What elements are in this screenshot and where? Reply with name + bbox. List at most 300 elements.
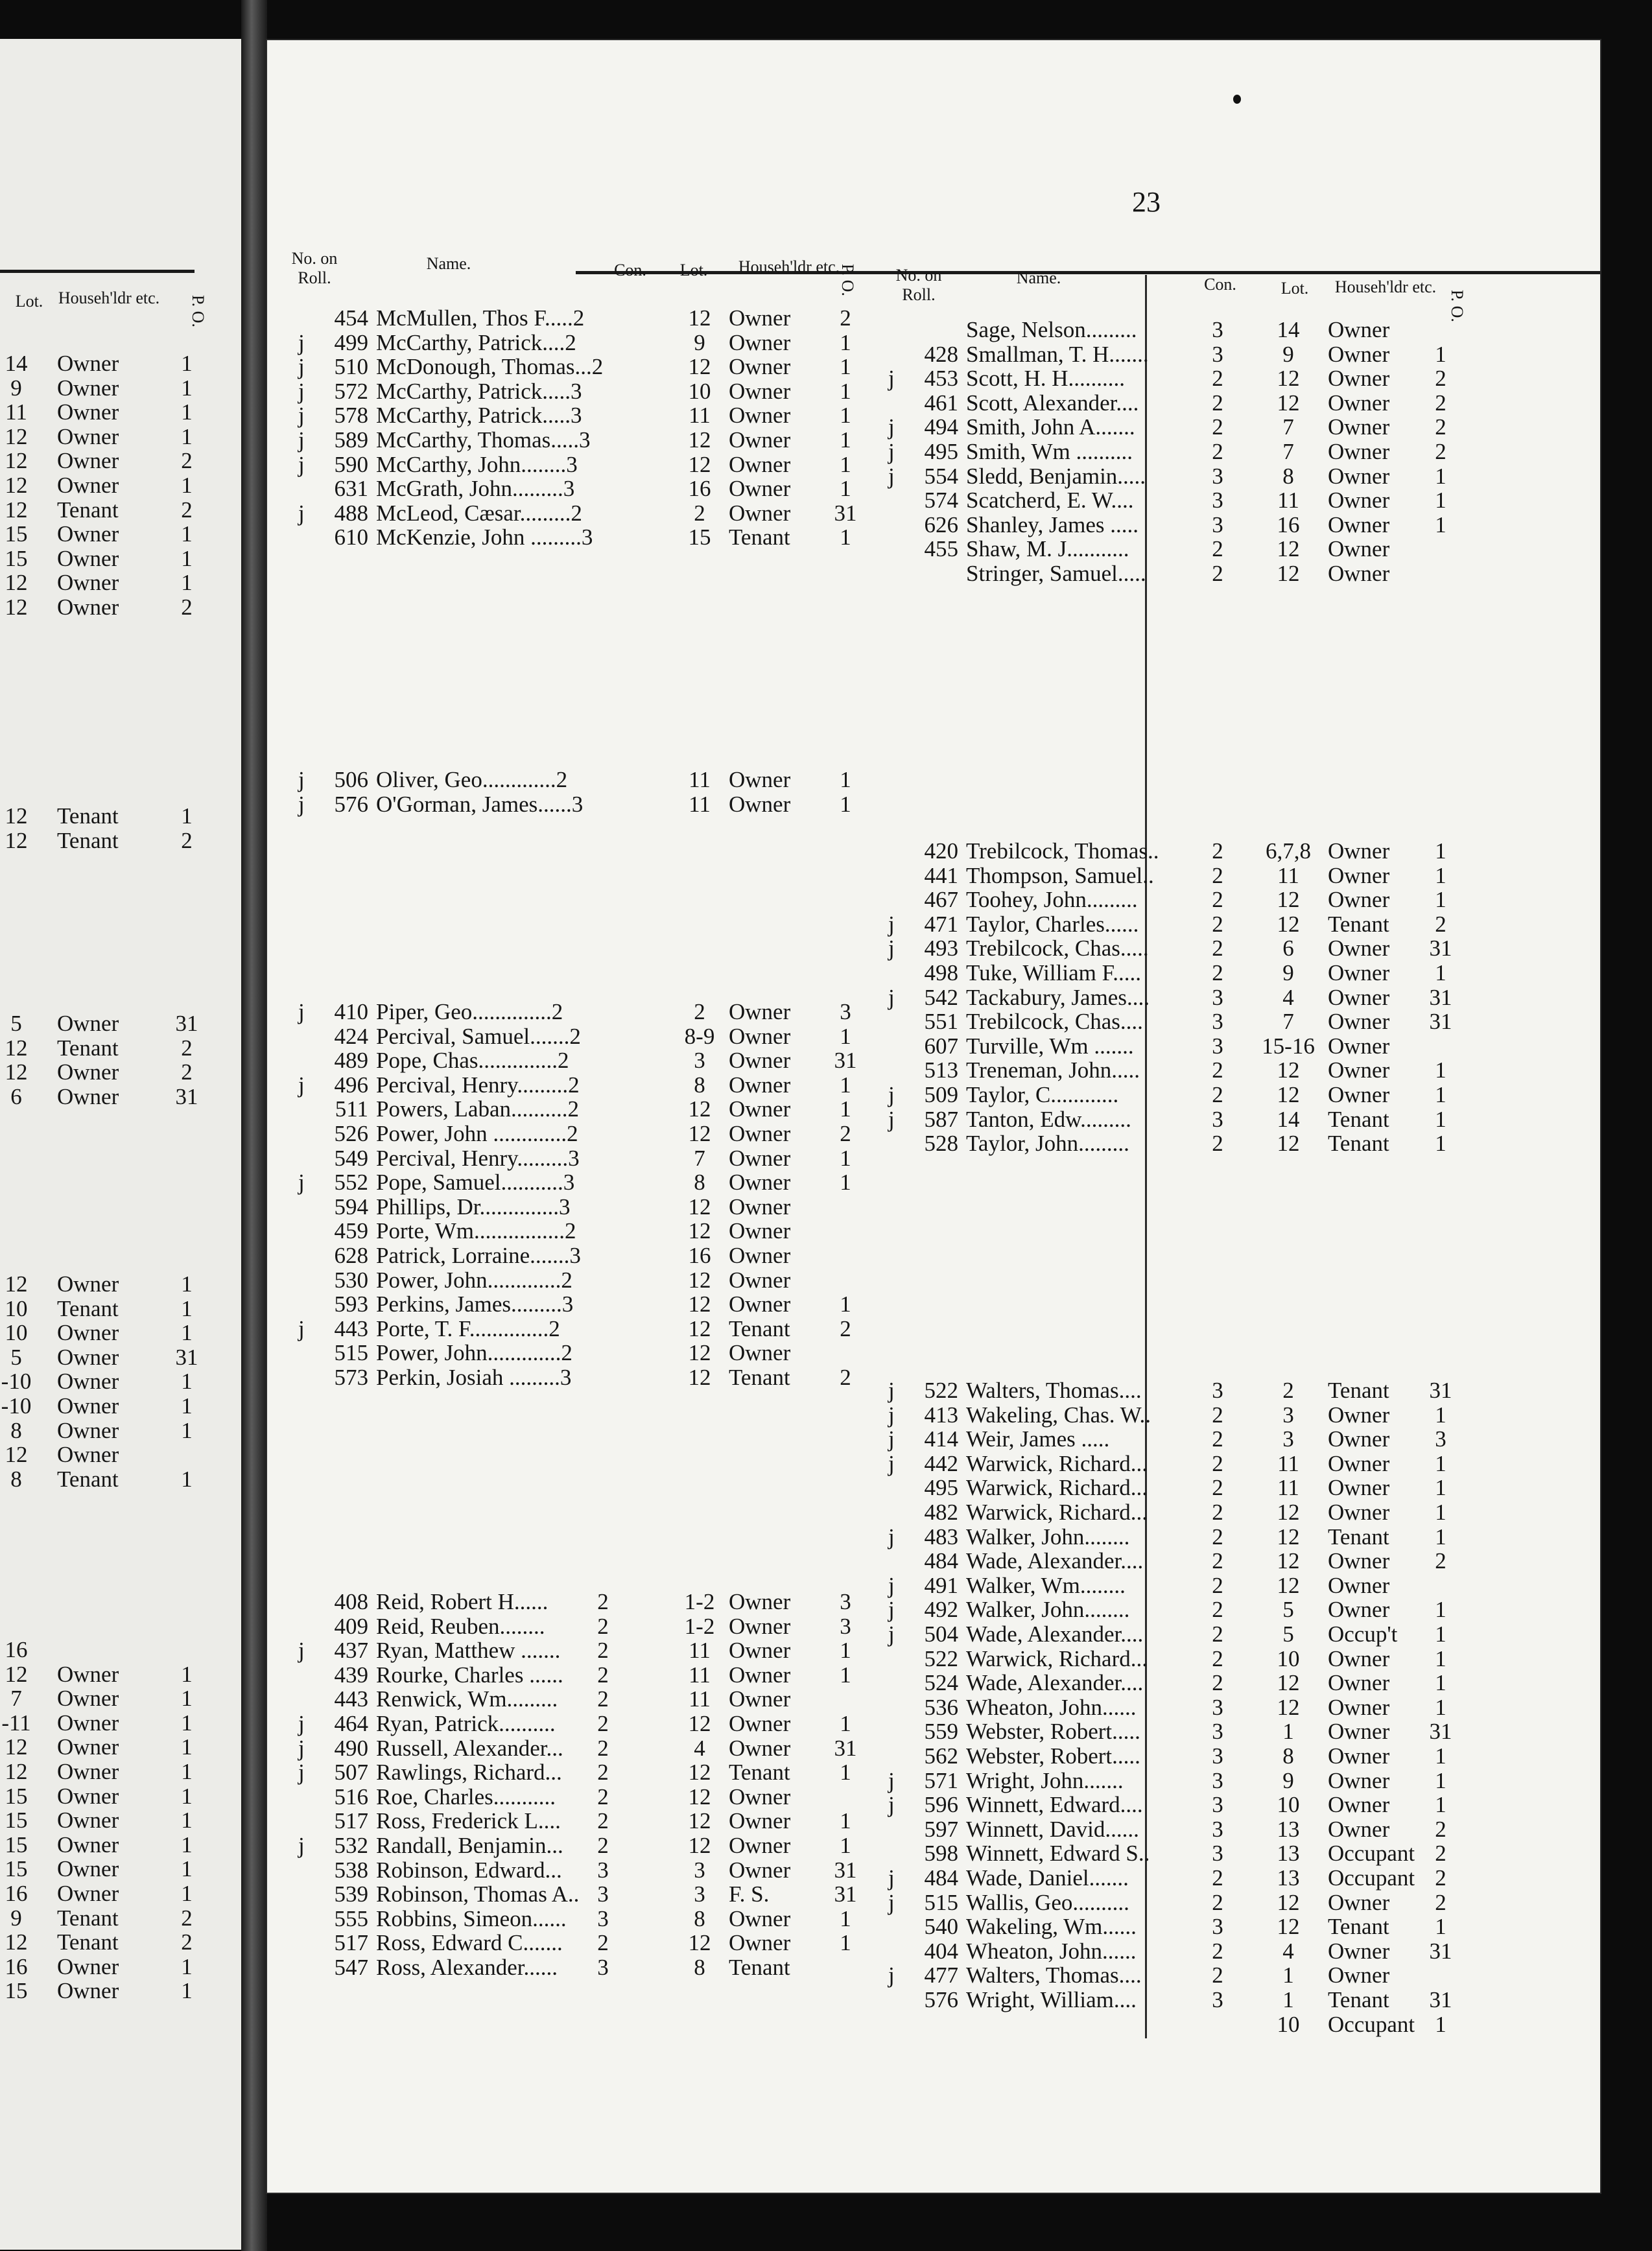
householder-cell: Owner	[1328, 341, 1390, 367]
lot-cell: 11	[689, 1662, 711, 1688]
lot-cell: 1	[1282, 1962, 1294, 1988]
po-cell: 31	[1429, 1938, 1452, 1964]
table-row	[0, 1011, 241, 1036]
name-cell: Winnett, Edward S..	[966, 1841, 1150, 1867]
po-cell: 1	[840, 1638, 851, 1664]
name-cell: Reid, Reuben........	[376, 1614, 545, 1639]
con-cell: 3	[1212, 1987, 1223, 2012]
po-cell: 1	[181, 1369, 193, 1395]
roll-number-cell: 610	[334, 524, 368, 550]
name-cell: Walters, Thomas....	[966, 1378, 1142, 1403]
left-page	[0, 39, 241, 2250]
householder-cell: Occup't	[1328, 1621, 1398, 1647]
table-row	[267, 1219, 1564, 1243]
po-cell: 31	[834, 1048, 857, 1074]
householder-cell: Occupant	[1328, 1841, 1415, 1867]
po-cell: 1	[181, 1393, 193, 1419]
lot-cell: 11	[5, 399, 27, 425]
roll-number-cell: 494	[924, 414, 958, 440]
householder-cell: Occupant	[1328, 2011, 1415, 2037]
table-row	[267, 1573, 1564, 1598]
table-row	[0, 1906, 241, 1931]
lot-cell: 12	[5, 1661, 28, 1687]
householder-cell: F. S.	[729, 1881, 770, 1907]
po-cell: 31	[834, 1881, 857, 1907]
name-cell: Ryan, Patrick..........	[376, 1712, 556, 1736]
table-row	[0, 1881, 241, 1906]
po-cell: 3	[840, 1613, 851, 1639]
lot-cell: 9	[694, 329, 705, 355]
left-header-lot: Lot.	[15, 292, 43, 311]
po-cell: 1	[1435, 1450, 1446, 1476]
con-cell: 3	[597, 1955, 609, 1980]
lot-cell: 10	[1277, 1645, 1300, 1671]
joint-marker: j	[298, 1170, 305, 1196]
lot-cell: 12	[1277, 1131, 1300, 1157]
householder-cell: Owner	[1328, 390, 1390, 416]
po-cell: 1	[1435, 1057, 1446, 1083]
name-cell: McLeod, Cæsar.........2	[376, 501, 582, 526]
name-cell: Ross, Alexander......	[376, 1955, 558, 1980]
con-cell: 2	[1212, 366, 1223, 392]
con-cell: 2	[1212, 1475, 1223, 1501]
householder-cell: Owner	[1328, 414, 1390, 440]
po-cell: 1	[181, 423, 193, 449]
roll-number-cell: 549	[334, 1145, 368, 1171]
householder-cell: Owner	[729, 403, 791, 429]
lot-cell: 8-9	[684, 1023, 715, 1049]
po-cell: 1	[1435, 1914, 1446, 1940]
roll-number-cell: 484	[924, 1865, 958, 1891]
householder-cell: Owner	[1328, 1889, 1390, 1915]
po-cell: 1	[181, 1734, 193, 1760]
lot-cell: 16	[5, 1953, 28, 1979]
lot-cell: 12	[5, 803, 28, 829]
name-cell: Webster, Robert.....	[966, 1744, 1140, 1769]
lot-cell: 12	[688, 1267, 711, 1293]
roll-number-cell: 489	[334, 1048, 368, 1074]
po-cell: 1	[840, 1145, 851, 1171]
name-cell: Taylor, Charles......	[966, 912, 1139, 937]
po-cell: 2	[1435, 439, 1446, 464]
roll-number-cell: 590	[334, 451, 368, 477]
po-cell: 1	[1435, 341, 1446, 367]
lot-cell: 4	[1282, 1938, 1294, 1964]
con-cell: 2	[1212, 1889, 1223, 1915]
joint-marker: j	[888, 1621, 895, 1647]
table-row	[0, 1979, 241, 2003]
householder-cell: Occupant	[1328, 1865, 1415, 1891]
con-cell: 2	[1212, 1938, 1223, 1964]
roll-number-cell: 515	[334, 1340, 368, 1366]
table-row	[0, 1394, 241, 1419]
con-cell: 2	[1212, 1131, 1223, 1157]
lot-cell: 12	[5, 1035, 28, 1061]
joint-marker: j	[888, 1106, 895, 1132]
roll-number-cell: 498	[924, 960, 958, 985]
joint-marker: j	[888, 1792, 895, 1818]
con-cell: 2	[1212, 1572, 1223, 1598]
householder-cell: Owner	[1328, 1645, 1390, 1671]
lot-cell: 15	[5, 1808, 28, 1833]
roll-number-cell: 517	[334, 1930, 368, 1956]
po-cell: 1	[181, 1710, 193, 1736]
table-row	[0, 1467, 241, 1492]
table-row	[0, 1060, 241, 1085]
name-cell: Power, John .............2	[376, 1122, 578, 1146]
table-row	[267, 1131, 1564, 1156]
householder-cell: Owner	[1328, 838, 1390, 864]
householder-cell: Tenant	[57, 1295, 119, 1321]
name-cell: Robbins, Simeon......	[376, 1906, 567, 1931]
lot-cell: 3	[694, 1857, 705, 1883]
lot-cell: 8	[10, 1466, 22, 1492]
table-row	[267, 1988, 1564, 2012]
right-page	[267, 40, 1600, 2193]
po-cell: 1	[840, 1662, 851, 1688]
table-row	[267, 1744, 1564, 1769]
roll-number-cell: 598	[924, 1841, 958, 1867]
name-cell: Ryan, Matthew .......	[376, 1638, 561, 1664]
table-row	[0, 1833, 241, 1857]
roll-number-cell: 589	[334, 427, 368, 453]
po-cell: 31	[1429, 1378, 1452, 1403]
table-row	[267, 1083, 1564, 1107]
lot-cell: 1	[1282, 1719, 1294, 1745]
lot-cell: 3	[1282, 1426, 1294, 1452]
roll-number-cell: 404	[924, 1938, 958, 1964]
po-cell: 1	[181, 473, 193, 498]
po-cell: 31	[175, 1083, 198, 1109]
table-row	[267, 792, 1564, 817]
lot-cell: 12	[688, 354, 711, 380]
roll-number-cell: 483	[924, 1524, 958, 1550]
con-cell: 2	[597, 1784, 609, 1809]
table-row	[0, 1297, 241, 1321]
name-cell: Wade, Alexander....	[966, 1549, 1144, 1574]
householder-cell: Tenant	[1328, 1106, 1389, 1132]
name-cell: Scott, Alexander....	[966, 390, 1139, 416]
po-cell: 1	[1435, 488, 1446, 513]
table-row	[0, 1784, 241, 1809]
roll-number-cell: 461	[924, 390, 958, 416]
roll-number-cell: 441	[924, 862, 958, 888]
con-cell: 3	[1212, 341, 1223, 367]
householder-cell: Owner	[729, 500, 791, 526]
lot-cell: 12	[1277, 1524, 1300, 1550]
po-cell: 1	[840, 378, 851, 404]
roll-number-cell: 455	[924, 536, 958, 562]
po-cell: 1	[840, 1905, 851, 1931]
lot-cell: 12	[1277, 1548, 1300, 1574]
roll-number-cell: 443	[334, 1315, 368, 1341]
name-cell: Powers, Laban..........2	[376, 1097, 580, 1122]
householder-cell: Owner	[1328, 960, 1390, 985]
table-row	[267, 1817, 1564, 1842]
con-cell: 2	[1212, 911, 1223, 937]
table-row	[267, 440, 1564, 464]
roll-number-cell: 428	[924, 341, 958, 367]
lot-cell: 12	[5, 423, 28, 449]
lot-cell: 13	[1277, 1841, 1300, 1867]
lot-cell: 12	[1277, 1082, 1300, 1107]
lot-cell: 8	[1282, 1743, 1294, 1769]
joint-marker: j	[298, 378, 305, 404]
lot-cell: 15	[5, 521, 28, 547]
po-cell: 1	[181, 1320, 193, 1346]
table-row	[267, 768, 1564, 792]
joint-marker: j	[298, 500, 305, 526]
table-row	[0, 522, 241, 547]
roll-number-cell: 499	[334, 329, 368, 355]
householder-cell: Owner	[1328, 1402, 1390, 1428]
con-cell: 2	[597, 1686, 609, 1712]
lot-cell: 12	[1277, 1694, 1300, 1720]
po-cell: 2	[1435, 1816, 1446, 1842]
roll-number-cell: 572	[334, 378, 368, 404]
con-cell: 2	[597, 1833, 609, 1858]
householder-cell: Owner	[1328, 1767, 1390, 1793]
lot-cell: 15	[688, 524, 711, 550]
po-cell: 2	[181, 1059, 193, 1085]
roll-number-cell: 631	[334, 476, 368, 502]
name-cell: Wade, Alexander....	[966, 1671, 1144, 1696]
table-row	[0, 1085, 241, 1109]
householder-cell: Owner	[729, 1638, 791, 1664]
householder-cell: Owner	[57, 448, 119, 474]
table-row	[267, 366, 1564, 391]
roll-number-cell: 511	[335, 1096, 368, 1122]
roll-number-cell: 596	[924, 1792, 958, 1818]
householder-cell: Owner	[1328, 1597, 1390, 1623]
po-cell: 2	[181, 1929, 193, 1955]
lot-cell: 8	[1282, 463, 1294, 489]
po-cell: 1	[181, 1295, 193, 1321]
con-cell: 3	[1212, 1719, 1223, 1745]
name-cell: Shaw, M. J...........	[966, 537, 1129, 562]
po-cell: 1	[181, 1466, 193, 1492]
householder-cell: Owner	[729, 476, 791, 502]
roll-number-cell: 562	[924, 1743, 958, 1769]
table-row	[267, 1243, 1564, 1268]
po-cell: 2	[181, 1905, 193, 1931]
po-cell: 31	[1429, 936, 1452, 961]
joint-marker: j	[888, 1865, 895, 1891]
table-row	[267, 1034, 1564, 1059]
householder-cell: Tenant	[1328, 1987, 1389, 2012]
roll-number-cell: 488	[334, 500, 368, 526]
householder-cell: Owner	[1328, 1475, 1390, 1501]
po-cell: 1	[181, 1978, 193, 2004]
householder-cell: Owner	[729, 329, 791, 355]
lot-cell: 8	[10, 1417, 22, 1443]
roll-number-cell: 454	[334, 305, 368, 331]
roll-number-cell: 453	[924, 366, 958, 392]
po-cell: 1	[840, 524, 851, 550]
householder-cell: Owner	[729, 378, 791, 404]
roll-number-cell: 491	[924, 1572, 958, 1598]
householder-cell: Owner	[57, 1759, 119, 1784]
name-cell: Thompson, Samuel..	[966, 863, 1154, 888]
col2-header-po: P. O.	[1448, 290, 1467, 322]
joint-marker: j	[298, 1315, 305, 1341]
con-cell: 2	[1212, 1450, 1223, 1476]
householder-cell: Owner	[729, 1218, 791, 1244]
table-row	[267, 1452, 1564, 1476]
lot-cell: 3	[694, 1048, 705, 1074]
po-cell: 1	[181, 1783, 193, 1809]
lot-cell: 4	[694, 1735, 705, 1761]
joint-marker: j	[888, 366, 895, 392]
householder-cell: Owner	[1328, 1962, 1390, 1988]
con-cell: 2	[1212, 1597, 1223, 1623]
po-cell: 2	[181, 497, 193, 523]
name-cell: Wright, William....	[966, 1988, 1137, 2012]
householder-cell: Owner	[729, 1686, 791, 1712]
householder-cell: Owner	[57, 1710, 119, 1736]
householder-cell: Owner	[1328, 936, 1390, 961]
name-cell: Phillips, Dr..............3	[376, 1194, 571, 1220]
name-cell: Smallman, T. H.......	[966, 342, 1149, 367]
householder-cell: Owner	[729, 1121, 791, 1146]
roll-number-cell: 571	[924, 1767, 958, 1793]
po-cell: 1	[1435, 1082, 1446, 1107]
po-cell: 3	[840, 999, 851, 1024]
roll-number-cell: 477	[924, 1962, 958, 1988]
po-cell: 1	[840, 1760, 851, 1785]
householder-cell: Owner	[57, 423, 119, 449]
col1-header-po: P. O.	[838, 264, 857, 296]
householder-cell: Owner	[57, 521, 119, 547]
name-cell: Perkin, Josiah .........3	[376, 1365, 572, 1390]
roll-number-cell: 414	[924, 1426, 958, 1452]
joint-marker: j	[888, 1767, 895, 1793]
po-cell: 1	[840, 451, 851, 477]
householder-cell: Owner	[1328, 1792, 1390, 1818]
lot-cell: 13	[1277, 1865, 1300, 1891]
con-cell: 2	[597, 1589, 609, 1614]
po-cell: 1	[840, 1291, 851, 1317]
householder-cell: Owner	[57, 1856, 119, 1882]
left-header-po: P. O.	[189, 295, 207, 327]
roll-number-cell: 492	[924, 1597, 958, 1623]
roll-number-cell: 442	[924, 1450, 958, 1476]
lot-cell: 12	[5, 497, 28, 523]
roll-number-cell: 495	[924, 439, 958, 464]
po-cell: 1	[840, 427, 851, 453]
lot-cell: 11	[1277, 1475, 1299, 1501]
householder-cell: Tenant	[57, 1035, 119, 1061]
con-cell: 2	[1212, 536, 1223, 562]
joint-marker: j	[298, 1072, 305, 1098]
po-cell: 1	[1435, 1500, 1446, 1525]
name-cell: Walker, John........	[966, 1524, 1130, 1550]
table-row	[267, 1695, 1564, 1720]
table-row	[0, 571, 241, 595]
lot-cell: 9	[1282, 1767, 1294, 1793]
table-row	[0, 1272, 241, 1297]
po-cell: 1	[1435, 1475, 1446, 1501]
po-cell: 1	[840, 1833, 851, 1858]
householder-cell: Owner	[1328, 439, 1390, 464]
po-cell: 2	[181, 595, 193, 620]
table-row	[0, 829, 241, 853]
roll-number-cell: 594	[334, 1194, 368, 1220]
col2-header-no-on-roll: No. on Roll.	[895, 266, 942, 304]
name-cell: Randall, Benjamin...	[376, 1833, 563, 1858]
lot-cell: 12	[5, 1759, 28, 1784]
lot-cell: 12	[5, 570, 28, 596]
lot-cell: -11	[1, 1710, 31, 1736]
roll-number-cell: 626	[924, 512, 958, 537]
householder-cell: Owner	[57, 545, 119, 571]
table-row	[0, 1711, 241, 1736]
householder-cell: Owner	[57, 375, 119, 401]
po-cell: 1	[181, 521, 193, 547]
con-cell: 3	[1212, 1694, 1223, 1720]
name-cell: Reid, Robert H......	[376, 1590, 549, 1614]
roll-number-cell: 532	[334, 1833, 368, 1858]
table-row	[267, 1719, 1564, 1744]
table-row	[267, 1403, 1564, 1428]
joint-marker: j	[888, 1426, 895, 1452]
po-cell: 1	[181, 399, 193, 425]
po-cell: 31	[1429, 1987, 1452, 2012]
roll-number-cell: 522	[924, 1645, 958, 1671]
table-row	[267, 1268, 1564, 1293]
lot-cell: 15-16	[1262, 1033, 1315, 1059]
householder-cell: Owner	[729, 1243, 791, 1268]
roll-number-cell: 540	[924, 1914, 958, 1940]
lot-cell: 12	[5, 1929, 28, 1955]
householder-cell: Owner	[729, 791, 791, 817]
householder-cell: Owner	[1328, 1572, 1390, 1598]
con-cell: 3	[597, 1905, 609, 1931]
joint-marker: j	[298, 403, 305, 429]
table-row	[267, 488, 1564, 513]
roll-number-cell: 496	[334, 1072, 368, 1098]
name-cell: Wade, Daniel.......	[966, 1866, 1129, 1891]
lot-cell: 1	[1282, 1987, 1294, 2012]
householder-cell: Owner	[1328, 1057, 1390, 1083]
name-cell: Rawlings, Richard...	[376, 1760, 562, 1785]
lot-cell: 11	[689, 767, 711, 792]
lot-cell: 1-2	[684, 1589, 715, 1614]
table-row	[267, 985, 1564, 1010]
householder-cell: Owner	[729, 767, 791, 792]
po-cell: 1	[181, 1832, 193, 1857]
table-row	[267, 888, 1564, 912]
householder-cell: Owner	[1328, 1009, 1390, 1035]
householder-cell: Owner	[57, 1417, 119, 1443]
po-cell: 2	[1435, 1548, 1446, 1574]
lot-cell: 8	[694, 1170, 705, 1196]
roll-number-cell: 482	[924, 1500, 958, 1525]
name-cell: Warwick, Richard...	[966, 1500, 1148, 1525]
joint-marker: j	[888, 463, 895, 489]
roll-number-cell: 420	[924, 838, 958, 864]
table-row	[0, 1686, 241, 1711]
householder-cell: Owner	[57, 570, 119, 596]
po-cell: 2	[181, 827, 193, 853]
name-cell: Tuke, William F.....	[966, 961, 1142, 985]
householder-cell: Owner	[1328, 536, 1390, 562]
lot-cell: 1-2	[684, 1613, 715, 1639]
joint-marker: j	[888, 936, 895, 961]
con-cell: 3	[1212, 1914, 1223, 1940]
name-cell: McCarthy, Patrick.....3	[376, 403, 582, 429]
po-cell: 2	[181, 1035, 193, 1061]
